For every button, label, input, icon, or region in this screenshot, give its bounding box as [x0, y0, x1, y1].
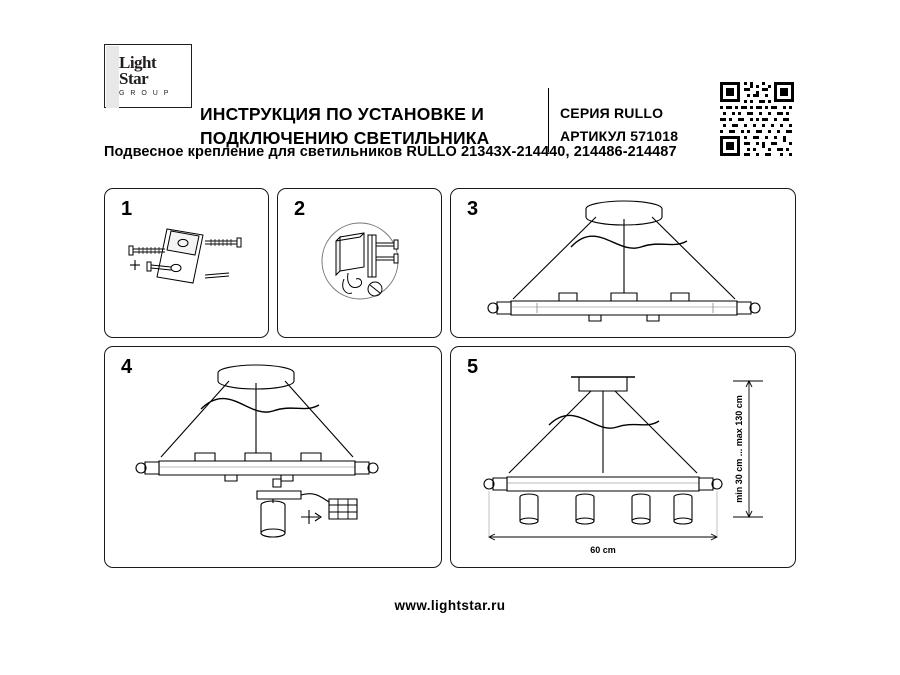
brand-logo: [104, 44, 192, 108]
step-panel-1: [104, 188, 269, 338]
title-line-1: ИНСТРУКЦИЯ ПО УСТАНОВКЕ И: [200, 104, 484, 124]
wiring-connection-diagram: [105, 347, 443, 569]
step-number-2: 2: [294, 198, 306, 220]
canopy-and-bar-diagram: [451, 189, 797, 339]
bracket-assembly-diagram: [105, 189, 270, 339]
final-assembly-diagram: [451, 347, 797, 569]
article-label: АРТИКУЛ 571018: [560, 128, 679, 144]
footer-website[interactable]: www.lightstar.ru: [394, 598, 506, 613]
ceiling-mount-diagram: [278, 189, 443, 339]
logo-text-star: Star: [119, 69, 149, 88]
step-number-4: 4: [121, 356, 133, 378]
header-divider: [548, 88, 549, 152]
step-panel-4: [104, 346, 442, 568]
dimension-height-label: min 30 cm ... max 130 cm: [734, 395, 744, 503]
logo-text-light: Light: [119, 53, 157, 72]
dimension-width-label: 60 cm: [590, 545, 616, 555]
product-subtitle: Подвесное крепление для светильников RULLO 21343Х-214440, 214486-214487: [104, 144, 677, 160]
step-panel-2: [277, 188, 442, 338]
step-panel-3: [450, 188, 796, 338]
title-line-2: ПОДКЛЮЧЕНИЮ СВЕТИЛЬНИКА: [200, 128, 490, 148]
series-label: СЕРИЯ RULLO: [560, 105, 664, 121]
logo-text-group: G R O U P: [119, 90, 171, 97]
header: [104, 44, 796, 148]
step-number-3: 3: [467, 198, 479, 220]
step-number-5: 5: [467, 356, 479, 378]
document-title: [200, 102, 580, 150]
step-panel-5: [450, 346, 796, 568]
step-number-1: 1: [121, 198, 133, 220]
